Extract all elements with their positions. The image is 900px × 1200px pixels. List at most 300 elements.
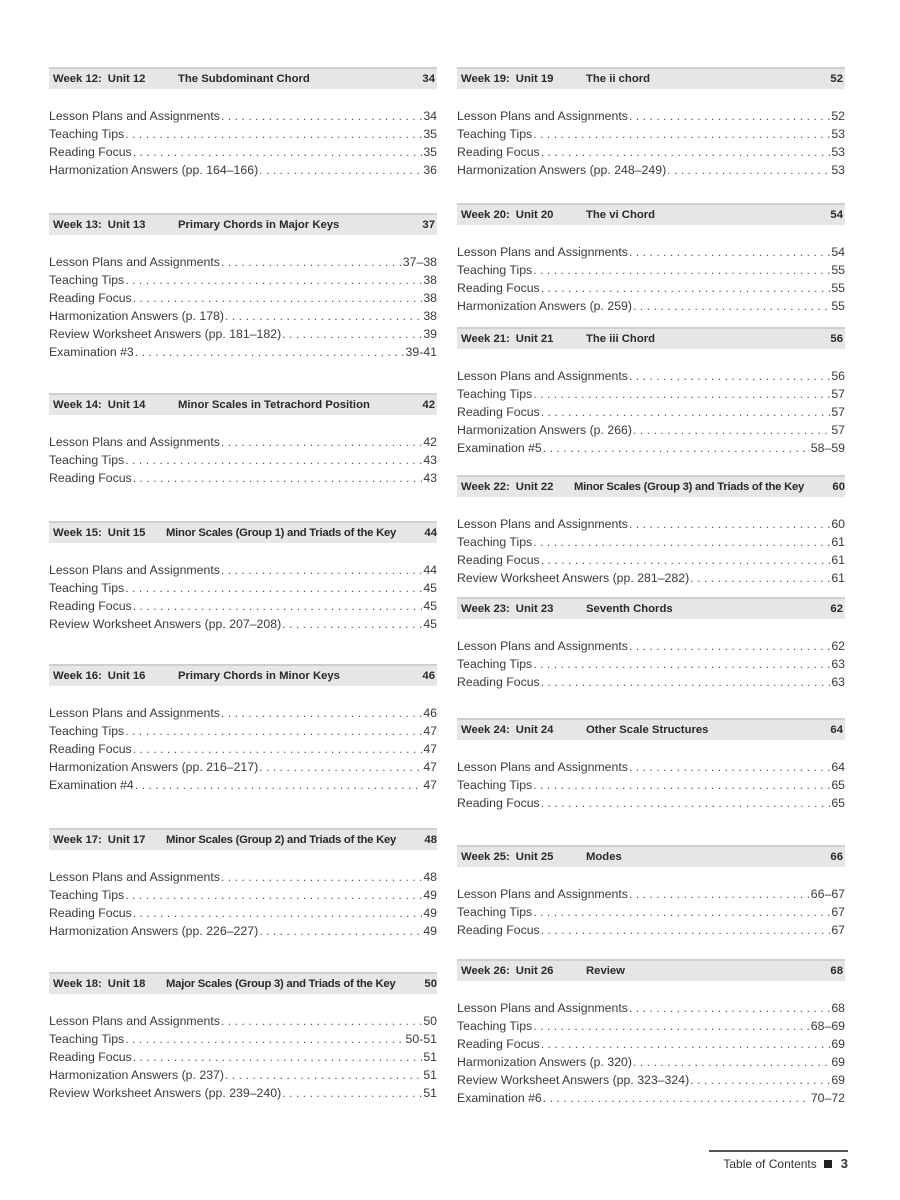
entry-page-number: 51 [423,1086,437,1101]
toc-entry [457,245,845,263]
entry-page-number: 35 [423,145,437,160]
page-footer [709,1150,848,1171]
unit-title: Minor Scales (Group 3) and Triads of the Key [574,481,805,493]
entry-label: Lesson Plans and Assignments [457,1001,628,1015]
section-page-number: 54 [830,209,843,221]
entry-list [49,706,437,796]
entry-page-number: 38 [423,309,437,324]
entry-label: Reading Focus [457,145,540,160]
entry-label: Reading Focus [457,553,540,568]
toc-entry [457,553,845,571]
entry-label: Examination #3 [49,345,134,360]
entry-label: Reading Focus [49,742,132,757]
toc-entry [49,327,437,345]
entry-list [457,639,845,693]
toc-section [457,959,845,1110]
entry-page-number: 44 [423,563,437,577]
entry-page-number: 52 [831,109,845,123]
footer-label: Table of Contents [723,1156,817,1171]
week-unit-label [461,73,553,85]
dot-leader [133,599,423,613]
entry-label: Lesson Plans and Assignments [457,517,628,531]
entry-label: Teaching Tips [457,905,533,920]
week-label: Week 22: [461,481,510,493]
toc-section [457,203,845,317]
section-header [457,959,845,981]
entry-list [49,1014,437,1104]
entry-label: Lesson Plans and Assignments [457,369,628,383]
page-number: 3 [840,1156,848,1171]
entry-label: Examination #6 [457,1091,542,1106]
week-unit-label [53,399,145,411]
dot-leader [541,145,831,159]
week-unit-label [461,724,553,736]
dot-leader [282,1086,422,1100]
toc-entry [49,471,437,489]
section-page-number: 37 [422,219,435,231]
toc-entry [49,617,437,635]
entry-page-number: 53 [831,145,845,160]
dot-leader [629,1001,830,1015]
unit-title: Minor Scales (Group 2) and Triads of the Key [166,834,397,846]
section-header [49,972,437,994]
toc-entry [457,760,845,778]
week-unit-label [53,73,145,85]
toc-entry [49,1032,437,1050]
entry-page-number: 69 [831,1073,845,1088]
dot-leader [667,163,830,177]
entry-page-number: 34 [423,109,437,123]
entry-list [457,245,845,317]
dot-leader [690,1073,830,1087]
entry-page-number: 65 [831,778,845,793]
entry-page-number: 46 [423,706,437,720]
week-unit-label [53,978,145,990]
toc-entry [49,345,437,363]
week-unit-label [461,481,553,493]
toc-entry [49,906,437,924]
entry-page-number: 61 [831,571,845,586]
unit-label: Unit 20 [515,209,554,221]
entry-page-number: 37–38 [402,255,437,269]
dot-leader [629,887,810,901]
toc-entry [49,453,437,471]
unit-label: Unit 22 [515,481,554,493]
week-unit-label [461,603,553,615]
entry-page-number: 49 [423,906,437,921]
toc-entry [457,281,845,299]
entry-list [49,870,437,942]
toc-entry [49,127,437,145]
toc-section [49,828,437,942]
entry-label: Harmonization Answers (p. 320) [457,1055,632,1070]
entry-page-number: 50 [423,1014,437,1028]
toc-entry [49,706,437,724]
entry-label: Reading Focus [49,291,132,306]
entry-label: Teaching Tips [49,888,125,903]
entry-label: Harmonization Answers (p. 237) [49,1068,224,1083]
week-label: Week 23: [461,603,510,615]
toc-entry [457,571,845,589]
dot-leader [541,1037,831,1051]
toc-entry [49,888,437,906]
unit-label: Unit 17 [107,834,146,846]
entry-label: Reading Focus [457,675,540,690]
toc-entry [49,870,437,888]
unit-title: Major Scales (Group 3) and Triads of the Key [166,978,396,990]
section-header [49,213,437,235]
toc-entry [49,924,437,942]
week-label: Week 12: [53,73,102,85]
dot-leader [133,906,423,920]
week-label: Week 20: [461,209,510,221]
entry-label: Lesson Plans and Assignments [457,245,628,259]
entry-page-number: 69 [831,1037,845,1052]
entry-label: Lesson Plans and Assignments [49,435,220,449]
footer-rule [709,1150,848,1152]
entry-label: Harmonization Answers (pp. 248–249) [457,163,667,178]
toc-entry [457,1091,845,1109]
entry-list [49,109,437,181]
entry-label: Lesson Plans and Assignments [457,639,628,653]
week-unit-label [53,834,145,846]
entry-label: Review Worksheet Answers (pp. 281–282) [457,571,690,586]
toc-entry [49,778,437,796]
entry-label: Reading Focus [457,281,540,296]
unit-label: Unit 16 [107,670,146,682]
toc-entry [457,517,845,535]
dot-leader [533,263,830,277]
entry-page-number: 38 [423,291,437,306]
unit-title: Modes [586,851,622,863]
entry-label: Teaching Tips [49,453,125,468]
toc-entry [49,1014,437,1032]
toc-entry [49,599,437,617]
entry-page-number: 69 [831,1055,845,1070]
entry-page-number: 56 [831,369,845,383]
unit-label: Unit 13 [107,219,146,231]
entry-page-number: 51 [423,1068,437,1083]
entry-label: Examination #5 [457,441,542,456]
week-unit-label [461,209,553,221]
week-unit-label [461,851,553,863]
entry-page-number: 70–72 [810,1091,845,1106]
entry-page-number: 47 [423,760,437,775]
entry-page-number: 47 [423,742,437,757]
entry-label: Teaching Tips [457,657,533,672]
section-page-number: 62 [830,603,843,615]
entry-label: Review Worksheet Answers (pp. 239–240) [49,1086,282,1101]
dot-leader [541,796,831,810]
entry-list [457,517,845,589]
week-label: Week 16: [53,670,102,682]
unit-title: Minor Scales (Group 1) and Triads of the Key [166,527,397,539]
week-unit-label [53,670,145,682]
toc-section [457,475,845,589]
week-unit-label [53,527,145,539]
toc-section [49,393,437,489]
section-header [49,67,437,89]
dot-leader [125,888,422,902]
entry-page-number: 48 [423,870,437,884]
entry-page-number: 36 [423,163,437,178]
toc-section [457,327,845,459]
section-page-number: 56 [830,333,843,345]
entry-label: Reading Focus [457,1037,540,1052]
entry-label: Reading Focus [457,796,540,811]
dot-leader [259,163,422,177]
entry-label: Lesson Plans and Assignments [49,870,220,884]
entry-page-number: 68–69 [810,1019,845,1034]
toc-entry [457,387,845,405]
toc-entry [457,109,845,127]
toc-entry [49,309,437,327]
dot-leader [125,273,422,287]
entry-label: Teaching Tips [49,127,125,142]
unit-label: Unit 15 [107,527,146,539]
toc-entry [457,299,845,317]
dot-leader [633,299,830,313]
dot-leader [225,309,422,323]
toc-entry [457,1037,845,1055]
dot-leader [543,1091,810,1105]
entry-list [457,369,845,459]
section-page-number: 66 [830,851,843,863]
unit-label: Unit 21 [515,333,554,345]
entry-page-number: 43 [423,453,437,468]
entry-label: Teaching Tips [457,387,533,402]
entry-page-number: 51 [423,1050,437,1065]
unit-label: Unit 19 [515,73,554,85]
dot-leader [541,675,831,689]
toc-entry [49,163,437,181]
entry-page-number: 39 [423,327,437,342]
entry-label: Teaching Tips [457,778,533,793]
unit-label: Unit 12 [107,73,146,85]
dot-leader [133,291,423,305]
entry-page-number: 61 [831,535,845,550]
section-header [49,521,437,543]
dot-leader [533,535,830,549]
square-bullet-icon [824,1160,832,1168]
entry-list [457,1001,845,1110]
entry-page-number: 45 [423,581,437,596]
unit-title: Seventh Chords [586,603,673,615]
entry-page-number: 61 [831,553,845,568]
entry-page-number: 35 [423,127,437,142]
dot-leader [629,517,830,531]
dot-leader [533,127,830,141]
entry-page-number: 64 [831,760,845,774]
section-page-number: 50 [424,978,437,990]
dot-leader [533,1019,810,1033]
toc-entry [49,760,437,778]
entry-page-number: 57 [831,423,845,438]
toc-entry [49,1050,437,1068]
week-unit-label [53,219,145,231]
toc-entry [457,1055,845,1073]
entry-label: Lesson Plans and Assignments [457,760,628,774]
entry-label: Lesson Plans and Assignments [49,109,220,123]
unit-title: Primary Chords in Minor Keys [178,670,340,682]
week-label: Week 17: [53,834,102,846]
dot-leader [541,923,831,937]
entry-label: Reading Focus [49,1050,132,1065]
toc-entry [457,163,845,181]
unit-title: The vi Chord [586,209,656,221]
entry-list [457,887,845,941]
toc-entry [457,639,845,657]
dot-leader [133,145,423,159]
entry-page-number: 55 [831,263,845,278]
section-header [49,828,437,850]
entry-label: Harmonization Answers (pp. 226–227) [49,924,259,939]
entry-page-number: 50-51 [405,1032,437,1047]
entry-page-number: 60 [831,517,845,531]
entry-page-number: 57 [831,405,845,420]
entry-page-number: 49 [423,924,437,939]
dot-leader [125,453,422,467]
week-label: Week 26: [461,965,510,977]
entry-list [49,563,437,635]
toc-section [49,67,437,181]
toc-section [49,972,437,1104]
section-header [49,664,437,686]
week-label: Week 19: [461,73,510,85]
section-header [457,475,845,497]
entry-label: Teaching Tips [457,1019,533,1034]
entry-page-number: 47 [423,778,437,793]
section-page-number: 68 [830,965,843,977]
entry-label: Teaching Tips [49,1032,125,1047]
toc-entry [49,145,437,163]
dot-leader [125,581,422,595]
section-header [457,845,845,867]
section-page-number: 48 [424,834,437,846]
section-header [457,718,845,740]
entry-list [457,760,845,814]
toc-section [457,845,845,941]
unit-title: The Subdominant Chord [178,73,310,85]
entry-page-number: 54 [831,245,845,259]
entry-label: Reading Focus [49,906,132,921]
dot-leader [125,127,422,141]
unit-title: Primary Chords in Major Keys [178,219,340,231]
toc-entry [457,796,845,814]
entry-page-number: 58–59 [810,441,845,456]
entry-label: Lesson Plans and Assignments [457,109,628,123]
dot-leader [533,657,830,671]
dot-leader [133,742,423,756]
unit-title: Review [586,965,625,977]
section-header [49,393,437,415]
section-page-number: 42 [422,399,435,411]
entry-list [457,109,845,181]
section-page-number: 60 [832,481,845,493]
dot-leader [221,706,422,720]
toc-entry [457,127,845,145]
dot-leader [225,1068,422,1082]
dot-leader [125,724,422,738]
toc-entry [49,742,437,760]
entry-label: Review Worksheet Answers (pp. 207–208) [49,617,282,632]
week-label: Week 25: [461,851,510,863]
entry-label: Teaching Tips [49,273,125,288]
unit-title: Minor Scales in Tetrachord Position [178,399,370,411]
unit-label: Unit 18 [107,978,146,990]
unit-label: Unit 25 [515,851,554,863]
entry-page-number: 57 [831,387,845,402]
toc-entry [49,291,437,309]
entry-page-number: 63 [831,657,845,672]
toc-entry [457,1073,845,1091]
dot-leader [543,441,810,455]
toc-section [457,718,845,814]
toc-entry [457,1019,845,1037]
dot-leader [259,924,422,938]
entry-label: Lesson Plans and Assignments [49,1014,220,1028]
week-unit-label [461,333,553,345]
toc-section [49,664,437,796]
dot-leader [221,435,422,449]
toc-entry [457,441,845,459]
section-header [457,327,845,349]
entry-page-number: 63 [831,675,845,690]
entry-label: Lesson Plans and Assignments [457,887,628,901]
toc-entry [457,905,845,923]
entry-page-number: 45 [423,599,437,614]
dot-leader [690,571,830,585]
dot-leader [221,870,422,884]
dot-leader [629,109,830,123]
dot-leader [533,778,830,792]
entry-label: Review Worksheet Answers (pp. 181–182) [49,327,282,342]
dot-leader [533,387,830,401]
entry-page-number: 55 [831,299,845,314]
dot-leader [221,255,402,269]
toc-entry [457,887,845,905]
entry-page-number: 53 [831,127,845,142]
entry-label: Harmonization Answers (p. 259) [457,299,632,314]
dot-leader [629,245,830,259]
week-label: Week 13: [53,219,102,231]
toc-entry [49,563,437,581]
dot-leader [633,423,830,437]
toc-entry [457,778,845,796]
toc-entry [49,255,437,273]
section-header [457,203,845,225]
entry-label: Harmonization Answers (p. 178) [49,309,224,324]
entry-label: Reading Focus [457,923,540,938]
entry-label: Teaching Tips [49,581,125,596]
unit-title: The ii chord [586,73,651,85]
entry-label: Examination #4 [49,778,134,793]
toc-section [49,521,437,635]
section-page-number: 44 [424,527,437,539]
entry-list [49,255,437,364]
entry-page-number: 67 [831,905,845,920]
section-page-number: 52 [830,73,843,85]
dot-leader [221,563,422,577]
dot-leader [629,639,830,653]
dot-leader [133,471,423,485]
unit-label: Unit 26 [515,965,554,977]
week-label: Week 24: [461,724,510,736]
dot-leader [133,1050,423,1064]
week-label: Week 14: [53,399,102,411]
toc-section [457,67,845,181]
entry-label: Reading Focus [49,471,132,486]
